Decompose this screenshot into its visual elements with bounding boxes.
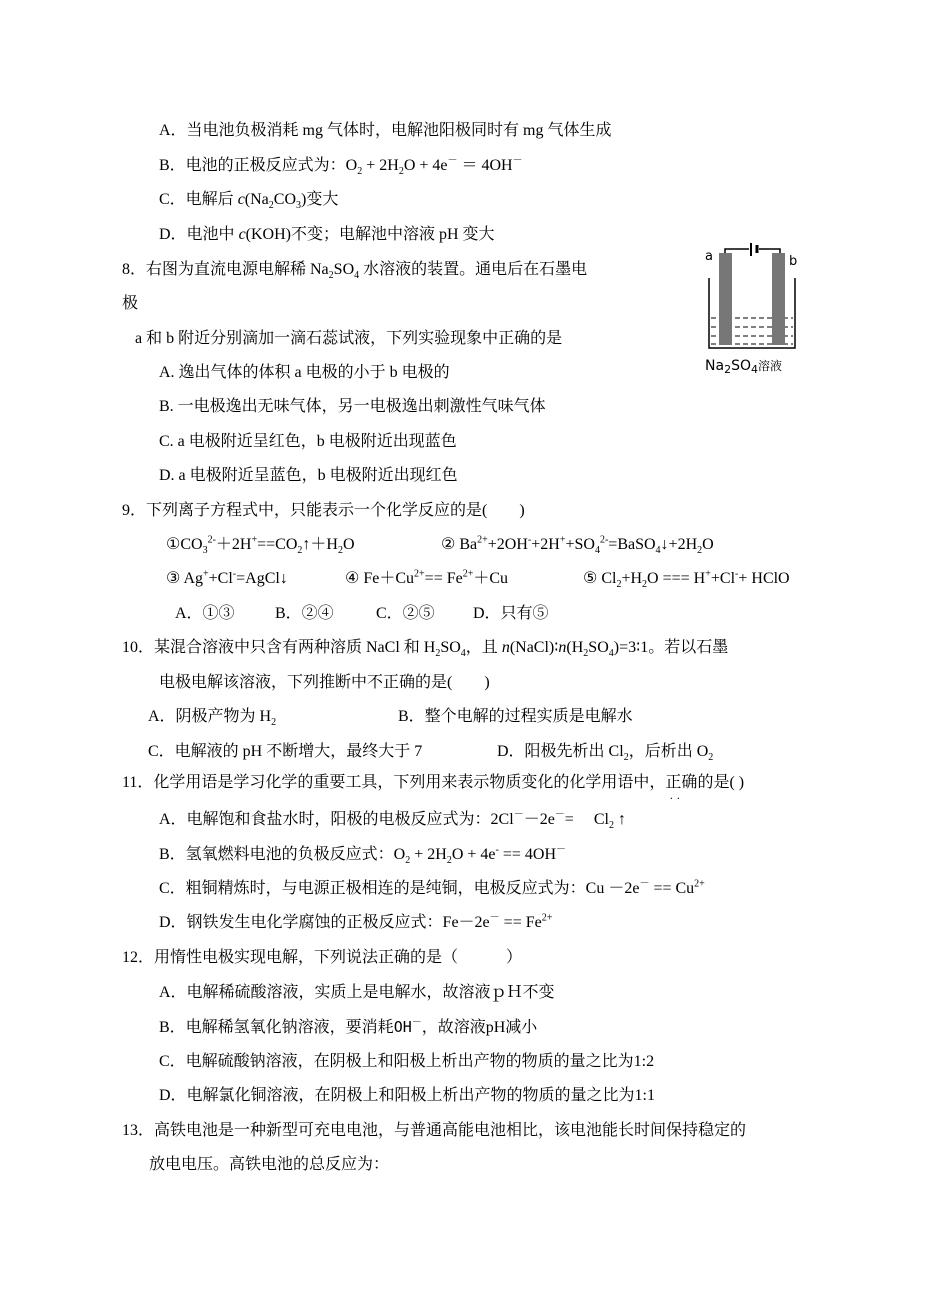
- q8-stem-line1b: 极: [122, 295, 139, 312]
- q11-option-a: A．电解饱和食盐水时，阳极的电极反应式为：2Cl－－2e－= $Cl_2$ ↑: [159, 809, 626, 832]
- q9-option-d: D．只有⑤: [473, 605, 549, 622]
- q8-option-c: C. a 电极附近呈红色，b 电极附近出现蓝色: [159, 433, 457, 450]
- q11-option-b: B．氢氧燃料电池的负极反应式：$O_2 + 2H_2O + 4e^- == 4OH^-$: [159, 844, 566, 867]
- solution-caption: $Na_2SO_4$溶液: [705, 358, 782, 376]
- q10-option-c: C．电解液的 pH 不断增大，最终大于 7: [148, 743, 423, 760]
- q11-emphasis-correct: 正确 · ·: [665, 774, 697, 791]
- q9-equation-3: ③ Ag++Cl-=AgCl↓: [166, 568, 288, 587]
- q10-stem-line2: 电极电解该溶液，下列推断中不正确的是( ): [159, 674, 490, 691]
- electrode-a-label: a: [705, 249, 713, 264]
- electrode-b: [772, 253, 785, 345]
- q10-option-b: B．整个电解的过程实质是电解水: [398, 708, 633, 725]
- q13-stem-line2: 放电电压。高铁电池的总反应为：: [149, 1156, 390, 1173]
- q9-equation-5: ⑤ $Cl_2+H_2O$ === H++Cl-+ HClO: [583, 568, 790, 591]
- q12-option-a: A．电解稀硫酸溶液，实质上是电解水，故溶液ｐＨ不变: [159, 984, 555, 1001]
- q7-option-a: A．当电池负极消耗 mg 气体时，电解池阳极同时有 mg 气体生成: [159, 122, 612, 139]
- q10-option-d: D．阳极先析出 $Cl_2$，后析出 $O_2$: [497, 743, 714, 764]
- q10-stem-line1: 10．某混合溶液中只含有两种溶质 NaCl 和 $H_2SO_4$，且 $n(NaCl)∶n(H_2SO_4)=3∶1$。若以石墨: [122, 639, 729, 660]
- q12-option-c: C．电解硫酸钠溶液，在阴极上和阳极上析出产物的物质的量之比为1:2: [159, 1053, 655, 1070]
- q11-stem: 11．化学用语是学习化学的重要工具，下列用来表示物质变化的化学用语中，正确 · ·的是( ): [122, 773, 744, 793]
- q12-stem: 12．用惰性电极实现电解，下列说法正确的是（ ）: [122, 949, 523, 966]
- q10-option-a: A．阴极产物为 $H_2$: [148, 708, 277, 729]
- q9-option-a: A．①③: [175, 605, 235, 622]
- q8-stem-line2: a 和 b 附近分别滴加一滴石蕊试液，下列实验现象中正确的是: [135, 330, 563, 347]
- q9-option-c: C．②⑤: [376, 605, 435, 622]
- q7-option-b: B．电池的正极反应式为：$O_2 + 2H_2O + 4e^- = 4OH^-$: [159, 155, 523, 178]
- q12-option-b: B．电解稀氢氧化钠溶液，要消耗OH－，故溶液pH减小: [159, 1017, 538, 1036]
- electrode-a: [719, 253, 732, 345]
- q12-option-d: D．电解氯化铜溶液，在阴极上和阳极上析出产物的物质的量之比为1:1: [159, 1087, 656, 1104]
- q11-option-d: D．钢铁发生电化学腐蚀的正极反应式：$Fe-2e^- == Fe^{2+}$: [159, 912, 553, 931]
- electrode-b-label: b: [789, 254, 798, 269]
- q7-option-c: C．电解后 $c(Na_2CO_3)$变大: [159, 191, 339, 212]
- q9-equation-1: $①CO_3^{2-}+2H^+==CO_2↑+H_2O$: [166, 534, 355, 557]
- q9-equation-2: ② $Ba^{2+}+2OH^-+2H^++SO_4^{2-}=BaSO_4↓+2H_2O$: [441, 534, 714, 557]
- q8-option-b: B. 一电极逸出无味气体，另一电极逸出刺激性气味气体: [159, 398, 546, 415]
- electrolysis-apparatus-figure: [703, 243, 803, 378]
- q9-option-b: B．②④: [275, 605, 334, 622]
- q8-option-a: A. 逸出气体的体积 a 电极的小于 b 电极的: [159, 364, 450, 381]
- q9-stem: 9．下列离子方程式中，只能表示一个化学反应的是( ): [122, 502, 525, 519]
- q13-stem-line1: 13．高铁电池是一种新型可充电电池，与普通高能电池相比，该电池能长时间保持稳定的: [122, 1122, 747, 1139]
- q9-equation-4: ④ $Fe+Cu^{2+}== Fe^{2+}+Cu$: [345, 568, 509, 587]
- q7-option-d: D．电池中 c(KOH)不变；电解池中溶液 pH 变大: [159, 226, 495, 243]
- q11-option-c: C．粗铜精炼时，与电源正极相连的是纯铜，电极反应式为：$Cu -2e^- == Cu^{2+}$: [159, 878, 705, 897]
- q8-option-d: D. a 电极附近呈蓝色，b 电极附近出现红色: [159, 467, 458, 484]
- q8-stem-line1: 8．右图为直流电源电解稀 $Na_2SO_4$ 水溶液的装置。通电后在石墨电: [122, 261, 588, 282]
